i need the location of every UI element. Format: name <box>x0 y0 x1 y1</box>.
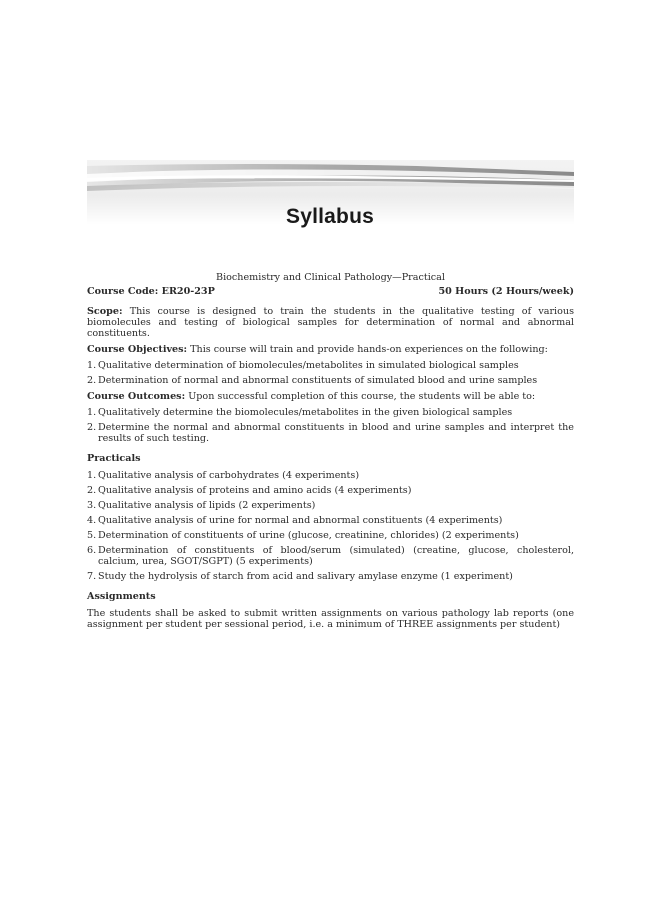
item-number: 2. <box>87 422 97 433</box>
practicals-heading: Practicals <box>87 453 141 464</box>
outcomes-list <box>87 407 574 444</box>
outcomes-label: Course Outcomes: <box>87 391 186 402</box>
course-subtitle: Biochemistry and Clinical Pathology—Practical <box>216 272 445 283</box>
list-item <box>87 485 574 496</box>
scope-text: This course is designed to train the students in the qualitative testing of various biomolecules and testing of biological samples for determination of normal and abnormal constituents. <box>87 306 574 339</box>
outcomes-paragraph <box>87 391 574 402</box>
list-item <box>87 530 574 541</box>
item-text: Determine the normal and abnormal constituents in blood and urine samples and interpret the results of such testing. <box>98 422 574 444</box>
item-text: Qualitative analysis of urine for normal and abnormal constituents (4 experiments) <box>98 515 503 526</box>
list-item <box>87 407 574 418</box>
item-number: 7. <box>87 571 97 582</box>
list-item <box>87 360 574 371</box>
practicals-list <box>87 470 574 582</box>
item-text: Qualitative analysis of proteins and amino acids (4 experiments) <box>98 485 412 496</box>
item-text: Qualitatively determine the biomolecules/metabolites in the given biological samples <box>98 407 513 418</box>
item-text: Qualitative analysis of carbohydrates (4 experiments) <box>98 470 360 481</box>
outcomes-text: Upon successful completion of this course, the students will be able to: <box>188 391 536 402</box>
item-number: 1. <box>87 360 97 371</box>
page-title: Syllabus <box>286 205 374 228</box>
item-text: Qualitative analysis of lipids (2 experiments) <box>98 500 316 511</box>
item-number: 6. <box>87 545 97 556</box>
item-number: 5. <box>87 530 97 541</box>
item-number: 1. <box>87 470 97 481</box>
course-code: Course Code: ER20-23P <box>87 286 215 297</box>
course-info-row <box>87 286 574 297</box>
item-number: 3. <box>87 500 97 511</box>
item-number: 1. <box>87 407 97 418</box>
list-item <box>87 375 574 386</box>
syllabus-body <box>87 272 574 635</box>
assignments-text: The students shall be asked to submit written assignments on various pathology lab reports (one assignment per student per sessional period, i.e. a minimum of THREE assignments per student) <box>87 608 574 630</box>
list-item <box>87 571 574 582</box>
objectives-paragraph <box>87 344 574 355</box>
scope-label: Scope: <box>87 306 123 317</box>
item-text: Qualitative determination of biomolecules/metabolites in simulated biological samples <box>98 360 519 371</box>
item-number: 4. <box>87 515 97 526</box>
item-text: Determination of constituents of blood/serum (simulated) (creatine, glucose, cholesterol, calcium, urea, SGOT/SGPT) (5 experiments) <box>98 545 574 567</box>
objectives-label: Course Objectives: <box>87 344 188 355</box>
list-item <box>87 470 574 481</box>
assignments-heading: Assignments <box>87 591 156 602</box>
item-text: Determination of normal and abnormal constituents of simulated blood and urine samples <box>98 375 538 386</box>
item-text: Determination of constituents of urine (glucose, creatinine, chlorides) (2 experiments) <box>98 530 519 541</box>
scope-paragraph <box>87 306 574 339</box>
item-text: Study the hydrolysis of starch from acid and salivary amylase enzyme (1 experiment) <box>98 571 513 582</box>
list-item <box>87 422 574 444</box>
item-number: 2. <box>87 375 97 386</box>
objectives-list <box>87 360 574 386</box>
list-item <box>87 515 574 526</box>
list-item <box>87 545 574 567</box>
list-item <box>87 500 574 511</box>
item-number: 2. <box>87 485 97 496</box>
course-hours: 50 Hours (2 Hours/week) <box>438 286 574 297</box>
objectives-text: This course will train and provide hands-on experiences on the following: <box>190 344 548 355</box>
